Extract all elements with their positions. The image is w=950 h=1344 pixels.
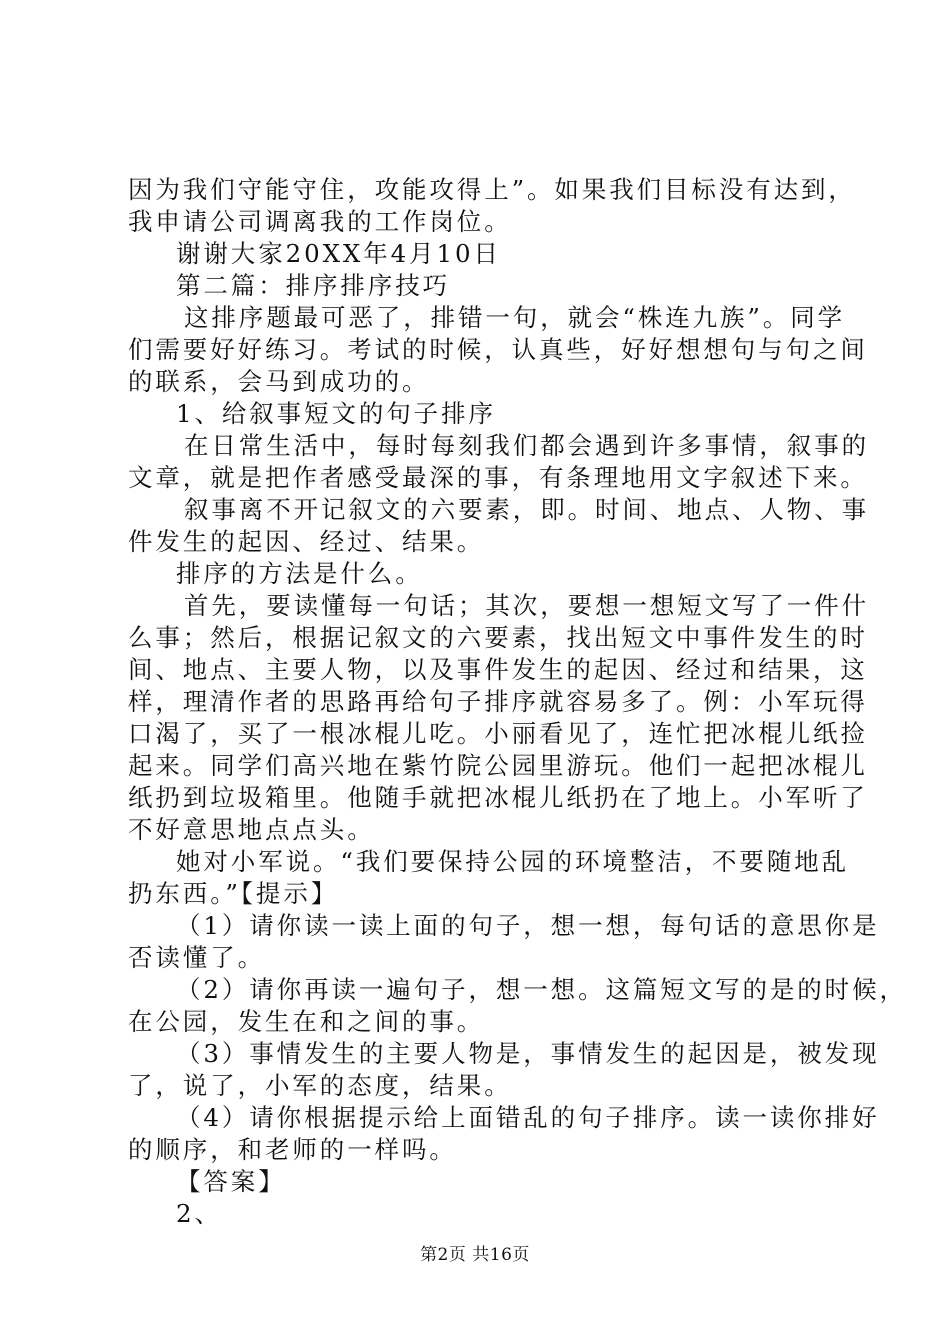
text-line: 1、给叙事短文的句子排序 — [176, 399, 496, 428]
text-line: 首先，要读懂每一句话；其次，要想一想短文写了一件什 — [184, 591, 869, 620]
text-line: （1）请你读一读上面的句子，想一想，每句话的意思你是 — [176, 911, 880, 940]
text-line: 文章，就是把作者感受最深的事，有条理地用文字叙述下来。 — [128, 463, 868, 492]
page-footer: 第2页 共16页 — [420, 1245, 530, 1265]
text-line: 第二篇：排序排序技巧 — [176, 271, 450, 300]
text-line: 2、 — [176, 1199, 222, 1228]
text-line: 扔东西。”【提示】 — [128, 879, 339, 908]
text-line: 不好意思地点点头。 — [128, 815, 375, 844]
text-line: 她对小军说。“我们要保持公园的环境整洁，不要随地乱 — [176, 847, 850, 876]
document-body — [128, 174, 907, 1230]
text-line: 这排序题最可恶了，排错一句，就会“株连九族”。同学 — [184, 303, 846, 332]
text-line: 否读懂了。 — [128, 943, 265, 972]
text-line: 【答案】 — [176, 1167, 286, 1196]
text-line: 的联系，会马到成功的。 — [128, 367, 430, 396]
text-line: 我申请公司调离我的工作岗位。 — [128, 207, 512, 236]
text-line: 们需要好好练习。考试的时候，认真些，好好想想句与句之间 — [128, 335, 868, 364]
text-line: 么事；然后，根据记叙文的六要素，找出短文中事件发生的时 — [128, 623, 868, 652]
text-line: 纸扔到垃圾箱里。他随手就把冰棍儿纸扔在了地上。小军听了 — [128, 783, 868, 812]
text-line: 排序的方法是什么。 — [176, 559, 423, 588]
text-line: 了，说了，小军的态度，结果。 — [128, 1071, 512, 1100]
text-line: 在公园，发生在和之间的事。 — [128, 1007, 485, 1036]
text-line: 因为我们守能守住，攻能攻得上”。如果我们目标没有达到， — [128, 175, 856, 204]
text-line: （3）事情发生的主要人物是，事情发生的起因是，被发现 — [176, 1039, 880, 1068]
text-line: 起来。同学们高兴地在紫竹院公园里游玩。他们一起把冰棍儿 — [128, 751, 868, 780]
text-line: 的顺序，和老师的一样吗。 — [128, 1135, 457, 1164]
text-line: 叙事离不开记叙文的六要素，即。时间、地点、人物、事 — [184, 495, 869, 524]
text-line: 件发生的起因、经过、结果。 — [128, 527, 485, 556]
text-line: 样，理清作者的思路再给句子排序就容易多了。例：小军玩得 — [128, 687, 868, 716]
text-line: 谢谢大家20XX年4月10日 — [176, 239, 501, 268]
text-line: （2）请你再读一遍句子，想一想。这篇短文写的是的时候， — [176, 975, 907, 1004]
text-line: （4）请你根据提示给上面错乱的句子排序。读一读你排好 — [176, 1103, 880, 1132]
text-line: 在日常生活中，每时每刻我们都会遇到许多事情，叙事的 — [184, 431, 869, 460]
text-line: 间、地点、主要人物，以及事件发生的起因、经过和结果，这 — [128, 655, 868, 684]
text-line: 口渴了，买了一根冰棍儿吃。小丽看见了，连忙把冰棍儿纸捡 — [128, 719, 868, 748]
